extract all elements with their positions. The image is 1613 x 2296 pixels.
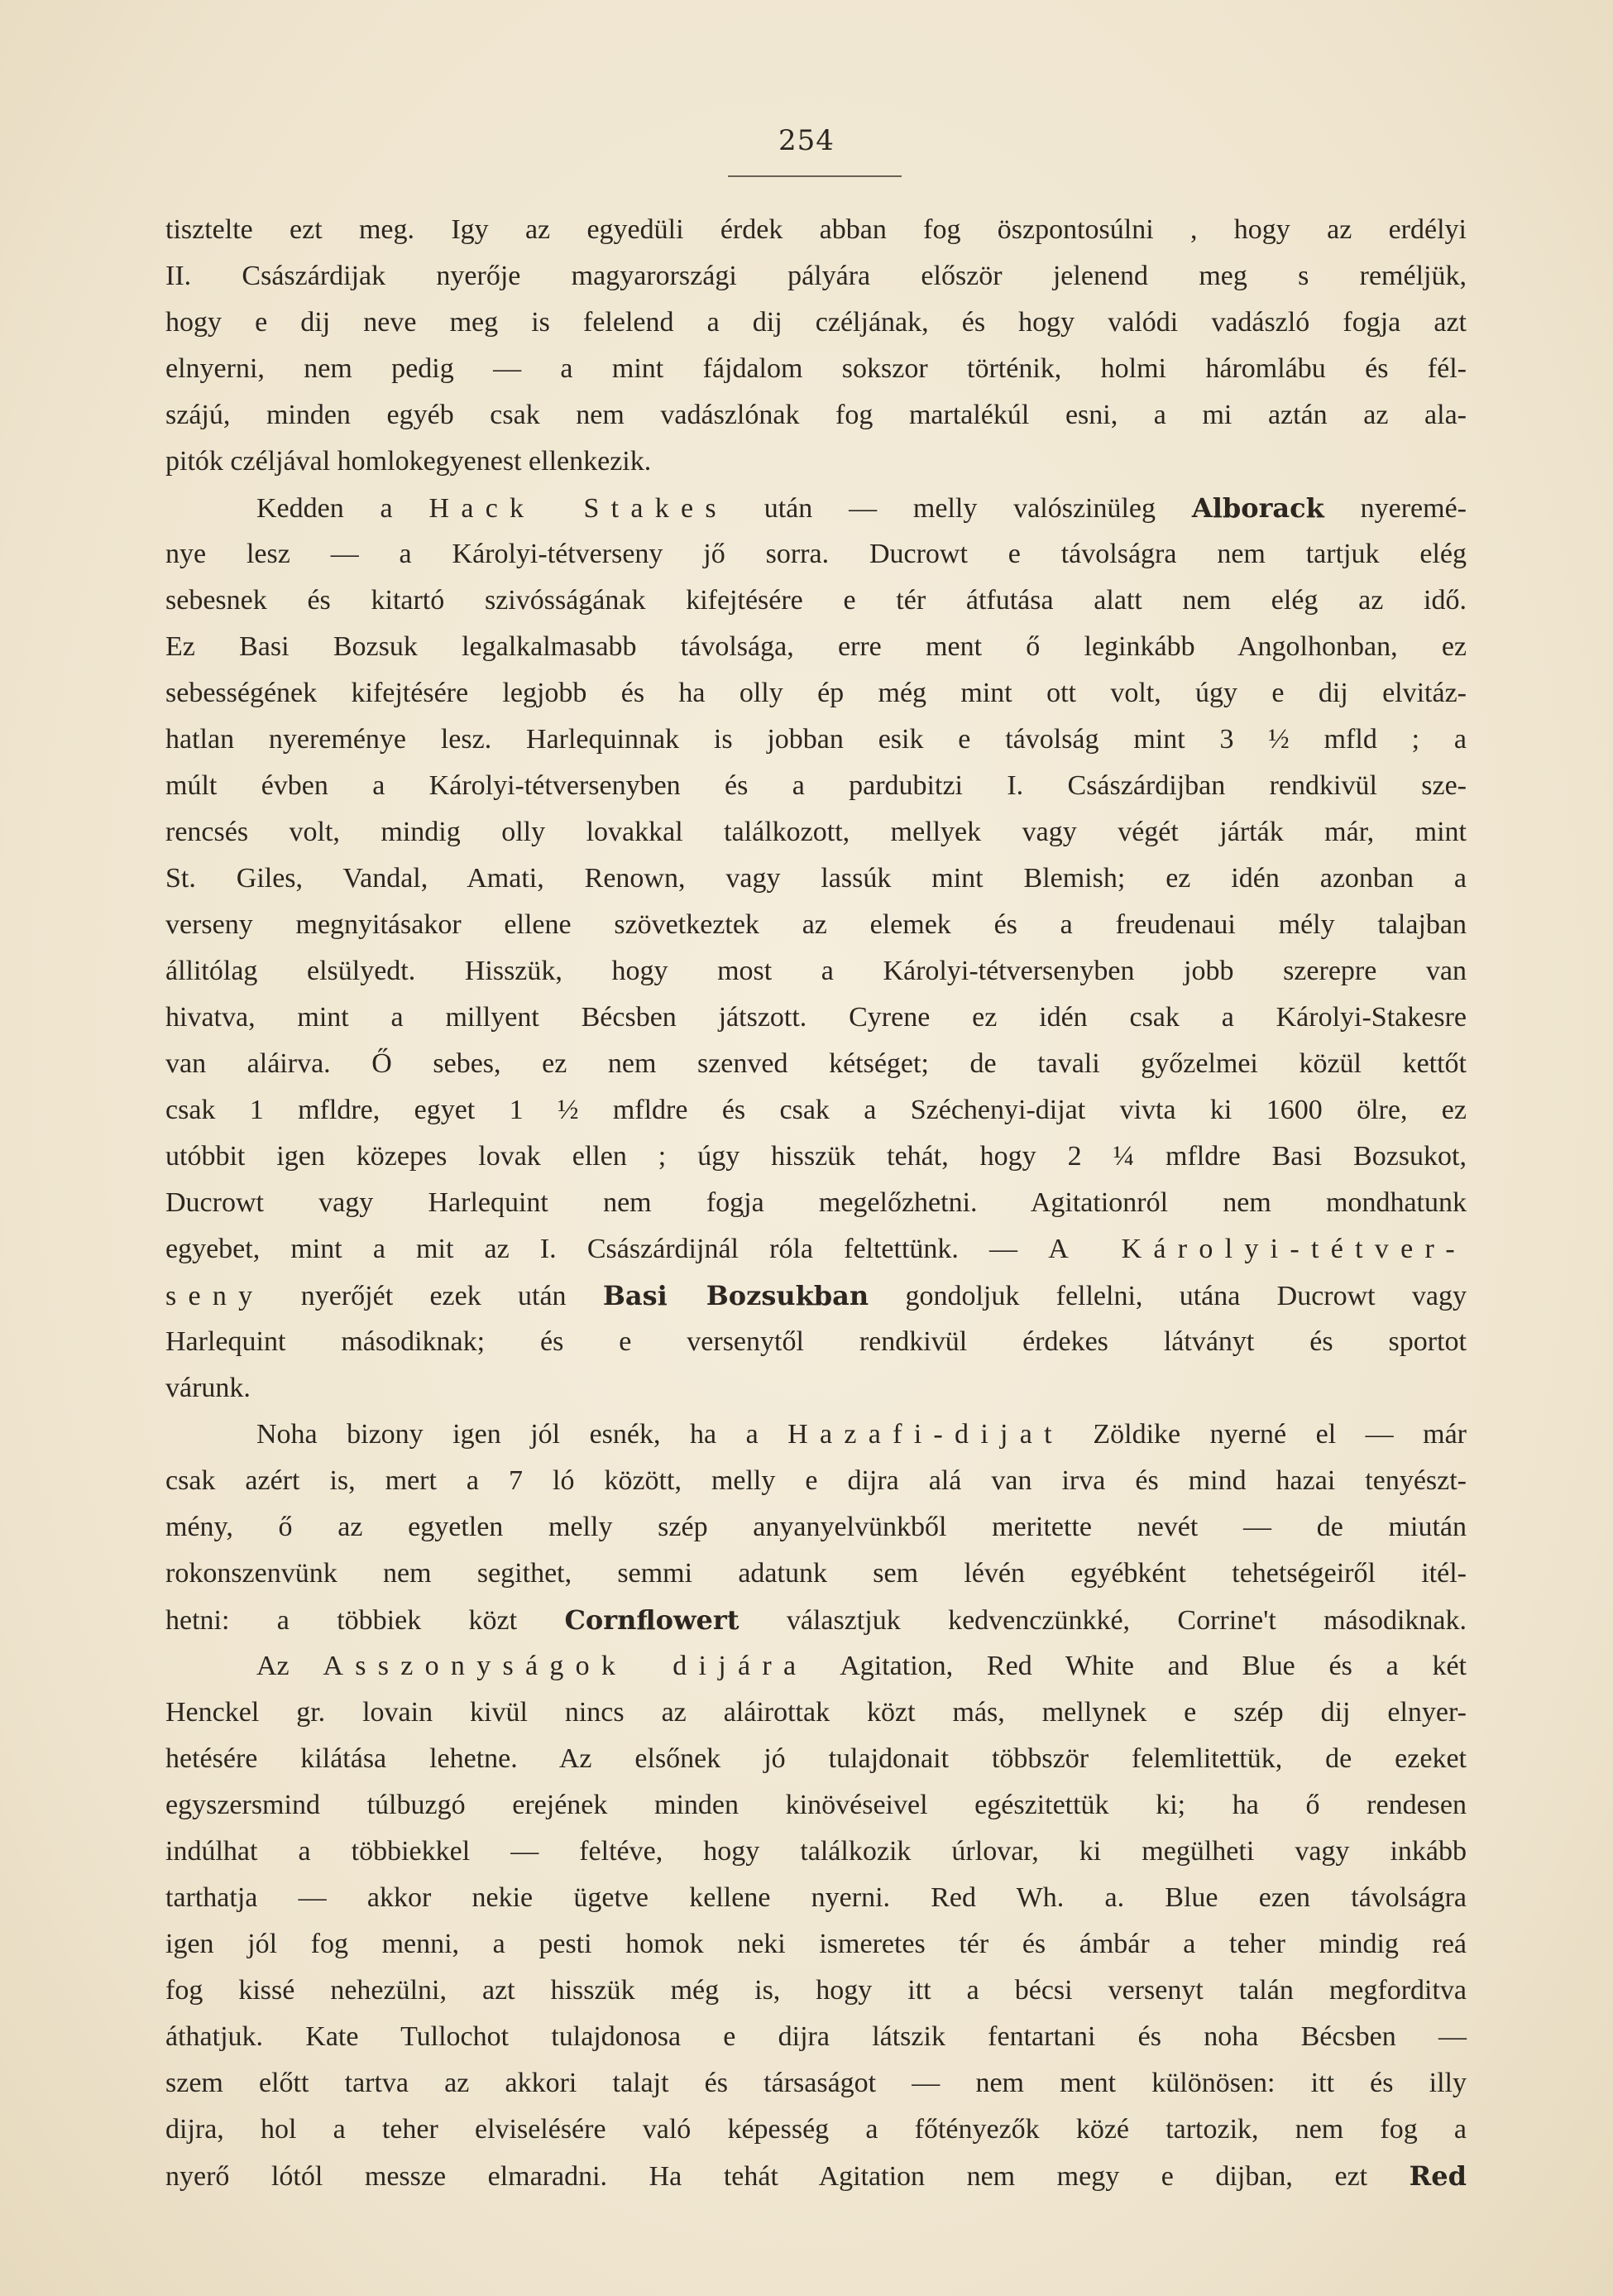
text-segment: gondoljuk fellelni, utána Ducrowt vagy — [869, 1281, 1467, 1311]
text-line — [165, 392, 1467, 439]
text-line — [165, 1319, 1467, 1365]
text-segment: hetésére kilátása lehetne. Az elsőnek jó tulajdonait többször felemlitettük, de ezeket — [165, 1743, 1467, 1774]
text-line — [165, 1180, 1467, 1226]
body-text — [165, 207, 1467, 2199]
text-line — [165, 717, 1467, 763]
text-segment: nyerő lótól messze elmaradni. Ha tehát Agitation nem megy e dijban, ezt — [165, 2161, 1410, 2192]
text-line — [165, 1087, 1467, 1134]
text-line — [165, 1736, 1467, 1782]
text-line — [165, 670, 1467, 717]
text-segment: csak 1 mfldre, egyet 1 ½ mfldre és csak a Széchenyi-dijat vivta ki 1600 ölre, ez — [165, 1095, 1467, 1125]
text-segment: Harlequint másodiknak; és e versenytől rendkivül érdekes látványt és sportot — [165, 1326, 1467, 1357]
text-segment: egyebet, mint a mit az I. Császárdijnál róla feltettünk. — — [165, 1234, 1049, 1264]
text-line — [165, 1412, 1467, 1458]
spaced-text: Asszonyságok dijára — [323, 1651, 808, 1681]
text-segment: múlt évben a Károlyi-tétversenyben és a pardubitzi I. Császárdijban rendkivül sze- — [165, 770, 1467, 801]
text-segment: hatlan nyereménye lesz. Harlequinnak is jobban esik e távolság mint 3 ½ mfld ; a — [165, 724, 1467, 755]
bold-text: Red — [1409, 2160, 1467, 2192]
text-line — [165, 1875, 1467, 1921]
text-segment: Ez Basi Bozsuk legalkalmasabb távolsága, erre ment ő leginkább Angolhonban, ez — [165, 631, 1467, 662]
text-segment: szájú, minden egyéb csak nem vadászlónak fog martalékúl esni, a mi aztán az ala- — [165, 400, 1467, 430]
text-segment: áthatjuk. Kate Tullochot tulajdonosa e dijra látszik fentartani és noha Bécsben — — [165, 2021, 1467, 2052]
text-segment: választjuk kedvenczünkké, Corrine't másodiknak. — [739, 1605, 1467, 1636]
text-segment: II. Császárdijak nyerője magyarországi pályára először jelenend meg s reméljük, — [165, 261, 1467, 291]
bold-text: Cornflowert — [564, 1604, 739, 1636]
text-segment: hivatva, mint a millyent Bécsben játszott. Cyrene ez idén csak a Károlyi-Stakesre — [165, 1002, 1467, 1033]
bold-text: Basi Bozsukban — [602, 1280, 869, 1311]
text-line — [165, 2153, 1467, 2199]
text-segment: sebesnek és kitartó szivósságának kifejtésére e tér átfutása alatt nem elég az idő. — [165, 585, 1467, 616]
text-line — [165, 1134, 1467, 1180]
text-line — [165, 2014, 1467, 2060]
text-line — [165, 253, 1467, 300]
text-segment: rokonszenvünk nem segithet, semmi adatunk sem lévén egyébként tehetségeiről itél- — [165, 1558, 1467, 1589]
text-segment: hogy e dij neve meg is felelend a dij czéljának, és hogy valódi vadászló fogja azt — [165, 307, 1467, 338]
text-segment: sebességének kifejtésére legjobb és ha olly ép még mint ott volt, úgy e dij elvitáz- — [165, 678, 1467, 708]
text-segment: dijra, hol a teher elviselésére való képesség a főtényezők közé tartozik, nem fog a — [165, 2114, 1467, 2145]
text-line — [165, 485, 1467, 531]
text-segment: nyerőjét ezek után — [264, 1281, 603, 1311]
text-line — [165, 1273, 1467, 1319]
text-line — [165, 2060, 1467, 2107]
text-segment: igen jól fog menni, a pesti homok neki ismeretes tér és ámbár a teher mindig reá — [165, 1929, 1467, 1959]
text-line — [165, 439, 1467, 485]
text-segment: nyeremé- — [1323, 493, 1467, 524]
text-line — [165, 1968, 1467, 2014]
text-segment: Az — [256, 1651, 323, 1681]
text-line — [165, 1458, 1467, 1504]
text-line — [165, 346, 1467, 392]
spaced-text: A Károlyi-tétver- — [1048, 1234, 1467, 1264]
text-line — [165, 300, 1467, 346]
text-line — [165, 2107, 1467, 2153]
spaced-text: Hack Stakes — [428, 493, 728, 524]
text-line — [165, 1782, 1467, 1829]
text-segment: pitók czéljával homlokegyenest ellenkezik. — [165, 446, 652, 477]
text-line — [165, 1226, 1467, 1273]
text-segment: tarthatja — akkor nekie ügetve kellene nyerni. Red Wh. a. Blue ezen távolságra — [165, 1882, 1467, 1913]
text-line — [165, 902, 1467, 948]
text-line — [165, 763, 1467, 809]
text-segment: utóbbit igen közepes lovak ellen ; úgy hisszük tehát, hogy 2 ¼ mfldre Basi Bozsukot, — [165, 1141, 1467, 1172]
text-segment: Henckel gr. lovain kivül nincs az aláirottak közt más, mellynek e szép dij elnyer- — [165, 1697, 1467, 1728]
text-line — [165, 1921, 1467, 1968]
text-line — [165, 1365, 1467, 1412]
text-segment: csak azért is, mert a 7 ló között, melly e dijra alá van irva és mind hazai tenyészt- — [165, 1465, 1467, 1496]
text-segment: állitólag elsülyedt. Hisszük, hogy most a Károlyi-tétversenyben jobb szerepre van — [165, 956, 1467, 986]
bold-text: Alborack — [1191, 492, 1324, 524]
spaced-text: Hazafi-dijat — [787, 1419, 1064, 1450]
text-line — [165, 1643, 1467, 1690]
text-segment: indúlhat a többiekkel — feltéve, hogy találkozik úrlovar, ki megülheti vagy inkább — [165, 1836, 1467, 1867]
text-segment: hetni: a többiek közt — [165, 1605, 565, 1636]
text-segment: elnyerni, nem pedig — a mint fájdalom sokszor történik, holmi háromlábu és fél- — [165, 353, 1467, 384]
text-line — [165, 1597, 1467, 1643]
text-line — [165, 624, 1467, 670]
text-segment: várunk. — [165, 1373, 251, 1403]
text-line — [165, 995, 1467, 1041]
text-segment: Agitation, Red White and Blue és a két — [807, 1651, 1467, 1681]
text-line — [165, 856, 1467, 902]
text-segment: Ducrowt vagy Harlequint nem fogja megelőzhetni. Agitationról nem mondhatunk — [165, 1187, 1467, 1218]
text-segment: fog kissé nehezülni, azt hisszük még is, hogy itt a bécsi versenyt talán megforditva — [165, 1975, 1467, 2006]
text-segment: verseny megnyitásakor ellene szövetkeztek az elemek és a freudenaui mély talajban — [165, 909, 1467, 940]
text-line — [165, 809, 1467, 856]
text-segment: St. Giles, Vandal, Amati, Renown, vagy lassúk mint Blemish; ez idén azonban a — [165, 863, 1467, 894]
text-segment: egyszersmind túlbuzgó erejének minden kinövéseivel egészitettük ki; ha ő rendesen — [165, 1790, 1467, 1820]
text-line — [165, 578, 1467, 624]
spaced-text: seny — [165, 1281, 265, 1311]
text-segment: Zöldike nyerné el — már — [1063, 1419, 1467, 1450]
text-line — [165, 531, 1467, 578]
text-line — [165, 207, 1467, 253]
text-line — [165, 1690, 1467, 1736]
page-number: 254 — [778, 124, 835, 157]
text-line — [165, 1504, 1467, 1551]
text-segment: rencsés volt, mindig olly lovakkal találkozott, mellyek vagy végét járták már, mint — [165, 817, 1467, 847]
text-line — [165, 948, 1467, 995]
text-segment: van aláirva. Ő sebes, ez nem szenved kétséget; de tavali győzelmei közül kettőt — [165, 1048, 1467, 1079]
text-line — [165, 1829, 1467, 1875]
text-segment: után — melly valószinüleg — [727, 493, 1192, 524]
text-line — [165, 1041, 1467, 1087]
text-segment: Kedden a — [256, 493, 429, 524]
text-segment: tisztelte ezt meg. Igy az egyedüli érdek abban fog öszpontosúlni , hogy az erdélyi — [165, 214, 1467, 245]
text-segment: mény, ő az egyetlen melly szép anyanyelvünkből meritette nevét — de miután — [165, 1512, 1467, 1542]
text-segment: Noha bizony igen jól esnék, ha a — [256, 1419, 788, 1450]
text-line — [165, 1551, 1467, 1597]
text-segment: szem előtt tartva az akkori talajt és társaságot — nem ment különösen: itt és illy — [165, 2068, 1467, 2098]
header-rule — [728, 175, 902, 177]
text-segment: nye lesz — a Károlyi-tétverseny jő sorra. Ducrowt e távolságra nem tartjuk elég — [165, 539, 1467, 569]
